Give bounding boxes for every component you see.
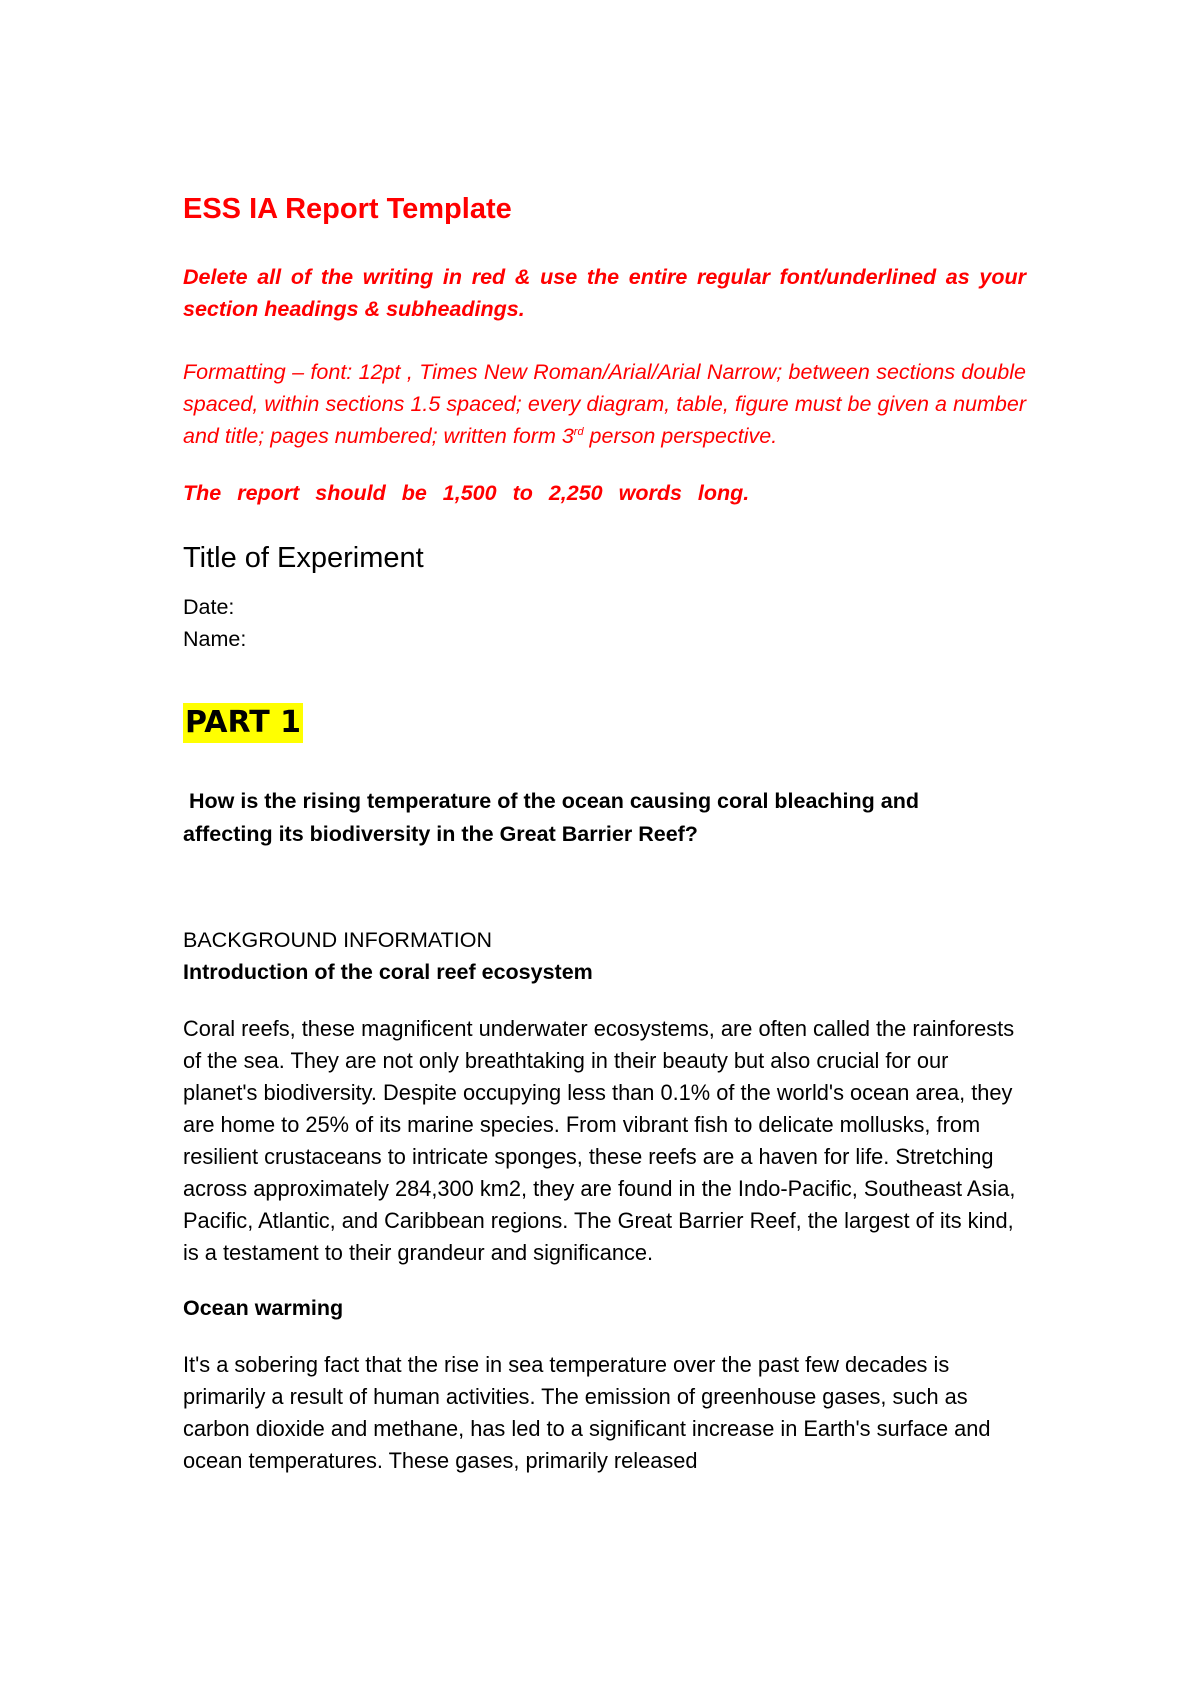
ordinal-suffix: rd: [573, 425, 584, 438]
name-label: Name:: [183, 627, 247, 651]
research-question: [183, 785, 1026, 851]
formatting-text-end: person perspective.: [583, 424, 778, 448]
section-heading-background: BACKGROUND INFORMATION: [183, 928, 492, 952]
page-content: [183, 190, 1026, 1477]
part-heading: PART 1: [183, 703, 303, 743]
research-question-line-1: How is the rising temperature of the ocean causing coral bleaching and: [189, 789, 919, 813]
experiment-title: Title of Experiment: [183, 542, 424, 574]
intro-paragraph: Coral reefs, these magnificent underwater ecosystems, are often called the rainforests of the sea. They are not only breathtaking in their beauty but also crucial for our planet's biodiversity. Despite occupying less than 0.1% of the world's ocean area, they are home to 25% of its marine species. From vibrant fish to delicate mollusks, from resilient crustaceans to intricate sponges, these reefs are a haven for life. Stretching across approximately 284,300 km2, they are found in the Indo-Pacific, Southeast Asia, Pacific, Atlantic, and Caribbean regions. The Great Barrier Reef, the largest of its kind, is a testament to their grandeur and significance.: [183, 1016, 1016, 1265]
research-question-line-2: affecting its biodiversity in the Great Barrier Reef?: [183, 822, 698, 846]
red-instructions: Delete all of the writing in red & use the entire regular font/underlined as your section headings & subheadings.: [183, 265, 1026, 321]
ocean-warming-paragraph: It's a sobering fact that the rise in sea temperature over the past few decades is primarily a result of human activities. The emission of greenhouse gases, such as carbon dioxide and methane, has led to a significant increase in Earth's surface and ocean temperatures. These gases, primarily released: [183, 1352, 991, 1473]
subheading-ocean-warming: Ocean warming: [183, 1296, 344, 1320]
subheading-intro: Introduction of the coral reef ecosystem: [183, 960, 593, 984]
word-count-note: The report should be 1,500 to 2,250 words long.: [183, 481, 750, 505]
formatting-text: Formatting – font: 12pt , Times New Roman/Arial/Arial Narrow; between sections double spaced, within sections 1.5 spaced; every diagram, table, figure must be given a number and title; pages numbered; written form 3: [183, 360, 1026, 448]
date-label: Date:: [183, 595, 235, 619]
formatting-instructions: [183, 356, 1026, 452]
template-title: ESS IA Report Template: [183, 193, 512, 225]
